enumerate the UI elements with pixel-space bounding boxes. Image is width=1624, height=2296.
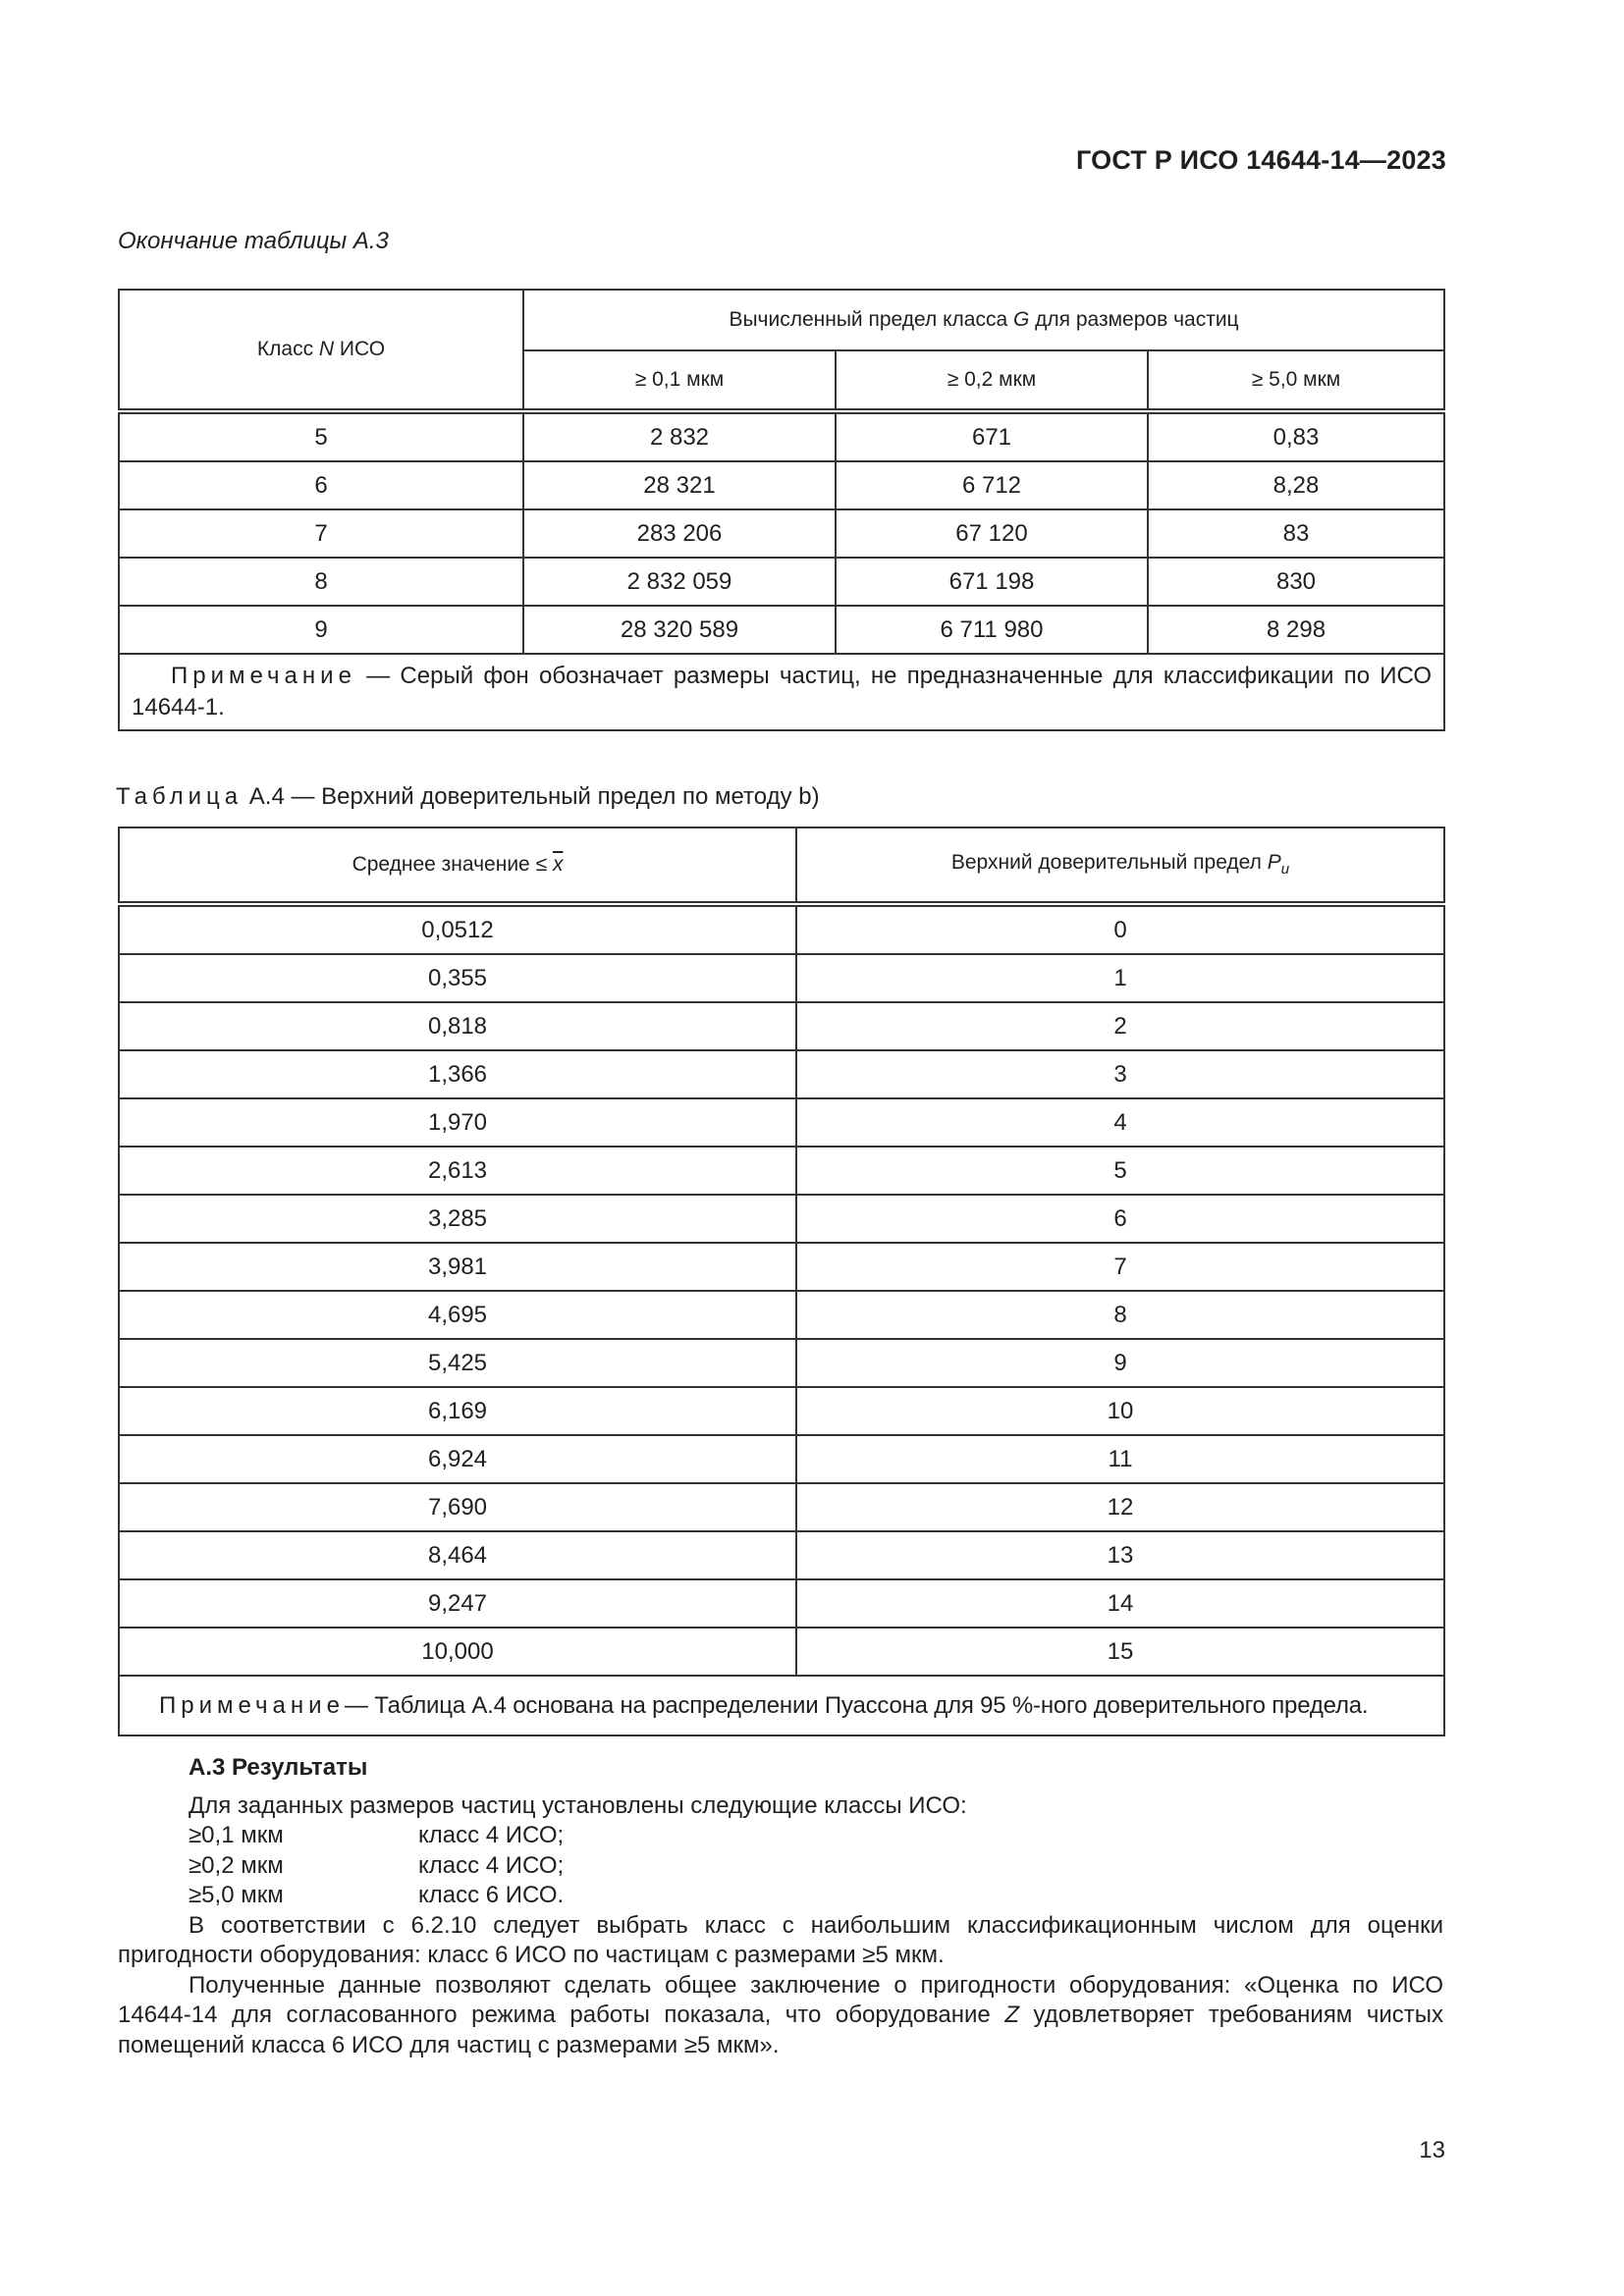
table-row	[119, 1628, 1444, 1676]
col-header-size-0-1: ≥ 0,1 мкм	[523, 350, 836, 411]
class-result-row	[118, 1851, 1443, 1882]
table-row	[119, 558, 1444, 606]
paragraph-var: Z	[1004, 2002, 1019, 2028]
col-header-text: ИСО	[334, 338, 386, 360]
table-note-row	[119, 1676, 1444, 1735]
table-a4-note	[119, 1676, 1444, 1735]
table-cell: 3	[796, 1050, 1444, 1098]
table-cell: 5	[119, 411, 523, 461]
table-title-text: А.4 — Верхний доверительный предел по методу b)	[243, 783, 820, 810]
table-label: Таблица	[116, 783, 244, 810]
col-header-subscript: u	[1280, 861, 1290, 879]
paragraph-text: удовлетворяет требованиям чистых помещений класса 6 ИСО для частиц с размерами ≥5 мкм».	[118, 2002, 1443, 2058]
col-group-header-class-limit	[523, 290, 1444, 350]
table-row	[119, 461, 1444, 509]
table-row	[119, 1483, 1444, 1531]
col-header-var: P	[1267, 851, 1281, 875]
col-header-text: Среднее значение ≤	[352, 853, 553, 876]
table-row	[119, 1050, 1444, 1098]
particle-size: ≥5,0 мкм	[189, 1882, 284, 1908]
col-header-var: N	[318, 338, 335, 360]
particle-size: ≥0,1 мкм	[189, 1822, 284, 1848]
page-number: 13	[1419, 2137, 1445, 2163]
table-row	[119, 1243, 1444, 1291]
table-cell: 2,613	[119, 1147, 796, 1195]
table-cell: 67 120	[836, 509, 1148, 558]
table-row	[119, 1435, 1444, 1483]
section-heading: А.3 Результаты	[189, 1754, 368, 1781]
table-cell: 1,366	[119, 1050, 796, 1098]
results-paragraph-1: В соответствии с 6.2.10 следует выбрать класс с наибольшим классификационным числом для оценки пригодности оборудования: класс 6 ИСО по частицам с размерами ≥5 мкм.	[118, 1911, 1443, 1968]
table-row	[119, 954, 1444, 1002]
table-cell: 6,169	[119, 1387, 796, 1435]
table-note-row	[119, 654, 1444, 730]
table-cell: 1	[796, 954, 1444, 1002]
table-row	[119, 509, 1444, 558]
table-row	[119, 904, 1444, 954]
table-cell: 83	[1148, 509, 1444, 558]
iso-class: класс 4 ИСО;	[418, 1851, 565, 1879]
table-cell: 9,247	[119, 1579, 796, 1628]
table-row	[119, 1387, 1444, 1435]
iso-class: класс 4 ИСО;	[418, 1822, 565, 1848]
table-cell: 2	[796, 1002, 1444, 1050]
class-result-row	[118, 1821, 1443, 1851]
table-cell: 8 298	[1148, 606, 1444, 654]
table-cell: 8,464	[119, 1531, 796, 1579]
results-paragraph-2	[118, 1971, 1443, 2061]
table-row	[119, 1579, 1444, 1628]
table-cell: 28 320 589	[523, 606, 836, 654]
table-cell: 8	[119, 558, 523, 606]
table-cell: 4	[796, 1098, 1444, 1147]
table-cell: 10	[796, 1387, 1444, 1435]
table-cell: 5	[796, 1147, 1444, 1195]
table-a4	[118, 827, 1445, 1736]
table-row	[119, 1002, 1444, 1050]
table-row	[119, 1339, 1444, 1387]
col-header-upper-limit	[796, 828, 1444, 904]
table-a3-note	[119, 654, 1444, 730]
table-cell: 4,695	[119, 1291, 796, 1339]
table-cell: 1,970	[119, 1098, 796, 1147]
col-header-size-0-2: ≥ 0,2 мкм	[836, 350, 1148, 411]
table-row	[119, 411, 1444, 461]
table-row	[119, 1147, 1444, 1195]
table-cell: 2 832 059	[523, 558, 836, 606]
table-cell: 0,0512	[119, 904, 796, 954]
table-cell: 9	[796, 1339, 1444, 1387]
table-cell: 5,425	[119, 1339, 796, 1387]
table-row	[119, 1098, 1444, 1147]
col-header-text: Класс	[256, 338, 319, 360]
table-cell: 830	[1148, 558, 1444, 606]
table-cell: 0,83	[1148, 411, 1444, 461]
table-cell: 6 711 980	[836, 606, 1148, 654]
document-id-header: ГОСТ Р ИСО 14644-14—2023	[1076, 145, 1446, 175]
paragraph-text: Полученные данные позволяют сделать общее заключение о пригодности оборудования: «Оценка по ИСО 14644-14 для согласованного режима работы показала, что оборудование	[118, 1971, 1443, 2028]
table-a3	[118, 289, 1445, 731]
group-header-text: Вычисленный предел класса	[729, 308, 1013, 331]
table-cell: 15	[796, 1628, 1444, 1676]
table-cell: 11	[796, 1435, 1444, 1483]
col-header-var: $\overline{x}$	[552, 853, 564, 876]
table-cell: 8	[796, 1291, 1444, 1339]
group-header-var: G	[1012, 308, 1030, 331]
table-cell: 7	[119, 509, 523, 558]
table-cell: 10,000	[119, 1628, 796, 1676]
col-header-iso-class	[119, 290, 523, 411]
table-cell: 283 206	[523, 509, 836, 558]
table-row	[119, 1291, 1444, 1339]
class-result-row	[118, 1881, 1443, 1911]
table-cell: 7,690	[119, 1483, 796, 1531]
table-cell: 6	[119, 461, 523, 509]
results-intro: Для заданных размеров частиц установлены следующие классы ИСО:	[189, 1791, 967, 1819]
table-cell: 7	[796, 1243, 1444, 1291]
table-cell: 13	[796, 1531, 1444, 1579]
iso-class: класс 6 ИСО.	[418, 1882, 565, 1908]
col-header-size-5-0: ≥ 5,0 мкм	[1148, 350, 1444, 411]
table-cell: 0	[796, 904, 1444, 954]
note-text: — Серый фон обозначает размеры частиц, не предназначенные для классификации по ИСО 14644-1.	[132, 663, 1433, 721]
table-cell: 9	[119, 606, 523, 654]
table-cell: 2 832	[523, 411, 836, 461]
table-cell: 28 321	[523, 461, 836, 509]
table-cell: 12	[796, 1483, 1444, 1531]
table-cell: 3,285	[119, 1195, 796, 1243]
table-cell: 0,818	[119, 1002, 796, 1050]
table-cell: 6	[796, 1195, 1444, 1243]
table-row	[119, 606, 1444, 654]
table-cell: 14	[796, 1579, 1444, 1628]
col-header-text: Верхний доверительный предел	[950, 851, 1268, 875]
table-row	[119, 1531, 1444, 1579]
table-cell: 8,28	[1148, 461, 1444, 509]
table-cell: 3,981	[119, 1243, 796, 1291]
col-header-mean-value	[119, 828, 796, 904]
note-text: — Таблица А.4 основана на распределении Пуассона для 95 %-ного доверительного предела.	[344, 1691, 1369, 1719]
table-a3-continuation-caption: Окончание таблицы А.3	[118, 228, 389, 254]
table-cell: 671 198	[836, 558, 1148, 606]
table-cell: 0,355	[119, 954, 796, 1002]
table-cell: 6 712	[836, 461, 1148, 509]
particle-size: ≥0,2 мкм	[189, 1851, 284, 1879]
table-row	[119, 1195, 1444, 1243]
table-cell: 6,924	[119, 1435, 796, 1483]
note-label: Примечание	[159, 1691, 345, 1719]
table-cell: 671	[836, 411, 1148, 461]
table-a4-title	[116, 783, 820, 811]
group-header-text: для размеров частиц	[1029, 308, 1239, 331]
results-section	[118, 1753, 1443, 2060]
note-label: Примечание	[171, 663, 356, 689]
